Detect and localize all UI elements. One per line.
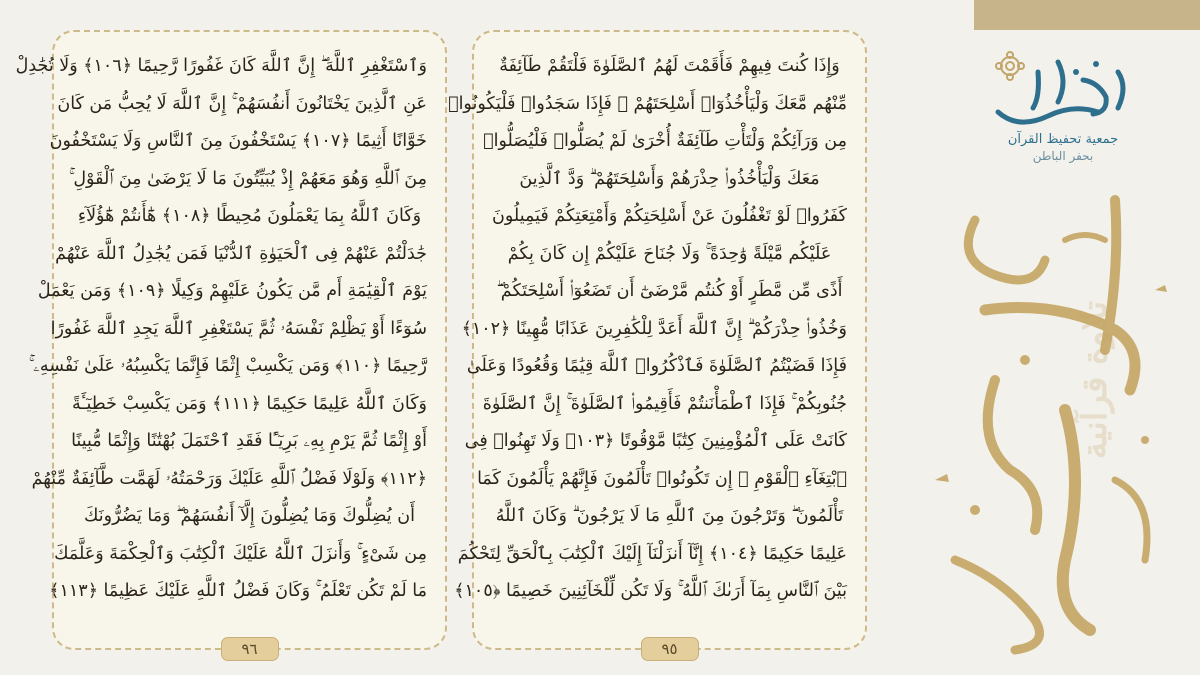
verse-line: رَّحِيمًا ﴿١١٠﴾ وَمَن يَكْسِبْ إِثْمًا فَإِنَّمَا يَكْسِبُهُۥ عَلَىٰ نَفْسِهِۦ ۚ: [28, 356, 427, 376]
verse-line: وَٱسْتَغْفِرِ ٱللَّهَ ۖ إِنَّ ٱللَّهَ كَانَ غَفُورًا رَّحِيمًا ﴿١٠٦﴾ وَلَا تُجَٰدِلْ: [15, 56, 427, 76]
verse-line: جُنُوبِكُمْ ۚ فَإِذَا ٱطْمَأْنَنتُمْ فَأَقِيمُوا۟ ٱلصَّلَوٰةَ ۚ إِنَّ ٱلصَّلَوٰةَ: [482, 393, 847, 414]
verse-line: أَوْ إِثْمًا ثُمَّ يَرْمِ بِهِۦ بَرِيٓـًٔا فَقَدِ ٱحْتَمَلَ بُهْتَٰنًا وَإِثْمًا مُّبِينًا: [71, 431, 427, 451]
verse-line: وَإِذَا كُنتَ فِيهِمْ فَأَقَمْتَ لَهُمُ ٱلصَّلَوٰةَ فَلْتَقُمْ طَآئِفَةٌ: [499, 56, 840, 76]
verse-line: وَخُذُوا۟ حِذْرَكُمْ ۗ إِنَّ ٱللَّهَ أَعَدَّ لِلْكَٰفِرِينَ عَذَابًا مُّهِينًا ﴿١٠٢﴾: [461, 318, 847, 339]
verse-line: مِّنْهُم مَّعَكَ وَلْيَأْخُذُوٓا۟ أَسْلِحَتَهُمْ ۖ فَإِذَا سَجَدُوا۟ فَلْيَكُونُوا۟: [448, 93, 847, 114]
verse-line: كَفَرُوا۟ لَوْ تَغْفُلُونَ عَنْ أَسْلِحَتِكُمْ وَأَمْتِعَتِكُمْ فَيَمِيلُونَ: [492, 206, 847, 226]
verse-line: عَلَيْكُم مَّيْلَةً وَٰحِدَةً ۚ وَلَا جُنَاحَ عَلَيْكُمْ إِن كَانَ بِكُمْ: [507, 243, 832, 264]
accent-bar: [974, 0, 1200, 30]
verse-line: وَكَانَ ٱللَّهُ بِمَا يَعْمَلُونَ مُحِيطًا ﴿١٠٨﴾ هَٰٓأَنتُمْ هَٰٓؤُلَآءِ: [77, 206, 422, 226]
calligraphy-decoration: [915, 180, 1195, 660]
verse-line: يَوْمَ ٱلْقِيَٰمَةِ أَم مَّن يَكُونُ عَلَيْهِمْ وَكِيلًا ﴿١٠٩﴾ وَمَن يَعْمَلْ: [37, 281, 427, 301]
organization-logo: [978, 42, 1138, 137]
verse-line: بَيْنَ ٱلنَّاسِ بِمَآ أَرَىٰكَ ٱللَّهُ ۚ وَلَا تَكُن لِّلْخَآئِنِينَ خَصِيمًا ﴿١٠٥﴾: [454, 581, 847, 601]
org-name-line: جمعية تحفيظ القرآن: [1007, 132, 1119, 147]
verse-lines: [448, 48, 847, 611]
verse-line: عَلِيمًا حَكِيمًا ﴿١٠٤﴾ إِنَّآ أَنزَلْنَآ إِلَيْكَ ٱلْكِتَٰبَ بِٱلْحَقِّ لِتَحْكُمَ: [457, 543, 847, 564]
verse-line: أَذًى مِّن مَّطَرٍ أَوْ كُنتُم مَّرْضَىٰٓ أَن تَضَعُوٓا۟ أَسْلِحَتَكُمْ ۖ: [496, 281, 843, 301]
verse-line: تَأْلَمُونَ ۖ وَتَرْجُونَ مِنَ ٱللَّهِ مَا لَا يَرْجُونَ ۗ وَكَانَ ٱللَّهُ: [495, 506, 844, 526]
verse-line: خَوَّانًا أَثِيمًا ﴿١٠٧﴾ يَسْتَخْفُونَ مِنَ ٱلنَّاسِ وَلَا يَسْتَخْفُونَ: [49, 131, 427, 151]
verse-line: وَكَانَ ٱللَّهُ عَلِيمًا حَكِيمًا ﴿١١١﴾ وَمَن يَكْسِبْ خَطِيٓـَٔةً: [71, 393, 427, 414]
verse-line: مِن وَرَآئِكُمْ وَلْتَأْتِ طَآئِفَةٌ أُخْرَىٰ لَمْ يُصَلُّوا۟ فَلْيُصَلُّوا۟: [483, 131, 847, 151]
page-number-right: ٩٥: [641, 637, 699, 661]
verse-line: مَا لَمْ تَكُن تَعْلَمُ ۚ وَكَانَ فَضْلُ ٱللَّهِ عَلَيْكَ عَظِيمًا ﴿١١٣﴾: [49, 581, 427, 601]
verse-line: مَعَكَ وَلْيَأْخُذُوا۟ حِذْرَهُمْ وَأَسْلِحَتَهُمْ ۗ وَدَّ ٱلَّذِينَ: [519, 168, 820, 189]
verse-line: كَانَتْ عَلَى ٱلْمُؤْمِنِينَ كِتَٰبًا مَّوْقُوتًا ﴿١٠٣﴾ وَلَا تَهِنُوا۟ فِى: [464, 431, 847, 451]
verse-lines: [15, 48, 427, 611]
verse-line: سُوٓءًا أَوْ يَظْلِمْ نَفْسَهُۥ ثُمَّ يَسْتَغْفِرِ ٱللَّهَ يَجِدِ ٱللَّهَ غَفُورًا: [50, 318, 427, 339]
organization-name: [968, 132, 1158, 164]
verse-line: مِنَ ٱللَّهِ وَهُوَ مَعَهُمْ إِذْ يُبَيِّتُونَ مَا لَا يَرْضَىٰ مِنَ ٱلْقَوْلِ ۚ: [68, 168, 427, 189]
mushaf-page-left: [15, 30, 447, 658]
verse-line: ٱبْتِغَآءِ ٱلْقَوْمِ ۖ إِن تَكُونُوا۟ تَأْلَمُونَ فَإِنَّهُمْ يَأْلَمُونَ كَمَا: [477, 468, 847, 489]
side-title: تلاوة قرآنية: [1075, 300, 1115, 460]
verse-line: مِن شَىْءٍ ۚ وَأَنزَلَ ٱللَّهُ عَلَيْكَ ٱلْكِتَٰبَ وَٱلْحِكْمَةَ وَعَلَّمَكَ: [54, 543, 427, 564]
verse-line: أَن يُضِلُّوكَ وَمَا يُضِلُّونَ إِلَّآ أَنفُسَهُمْ ۖ وَمَا يَضُرُّونَكَ: [84, 506, 415, 526]
page-number-left: ٩٦: [221, 637, 279, 661]
verse-line: عَنِ ٱلَّذِينَ يَخْتَانُونَ أَنفُسَهُمْ ۚ إِنَّ ٱللَّهَ لَا يُحِبُّ مَن كَانَ: [57, 93, 427, 114]
org-location-line: بحفر الباطن: [1032, 149, 1094, 163]
verse-line: جَٰدَلْتُمْ عَنْهُمْ فِى ٱلْحَيَوٰةِ ٱلدُّنْيَا فَمَن يُجَٰدِلُ ٱللَّهَ عَنْهُمْ: [55, 243, 427, 264]
verse-line: فَإِذَا قَضَيْتُمُ ٱلصَّلَوٰةَ فَٱذْكُرُوا۟ ٱللَّهَ قِيَٰمًا وَقُعُودًا وَعَلَىٰ: [466, 356, 847, 376]
mushaf-page-right: [448, 30, 867, 658]
verse-line: ﴿١١٢﴾ وَلَوْلَا فَضْلُ ٱللَّهِ عَلَيْكَ وَرَحْمَتُهُۥ لَهَمَّت طَّآئِفَةٌ مِّنْهُمْ: [31, 468, 427, 489]
